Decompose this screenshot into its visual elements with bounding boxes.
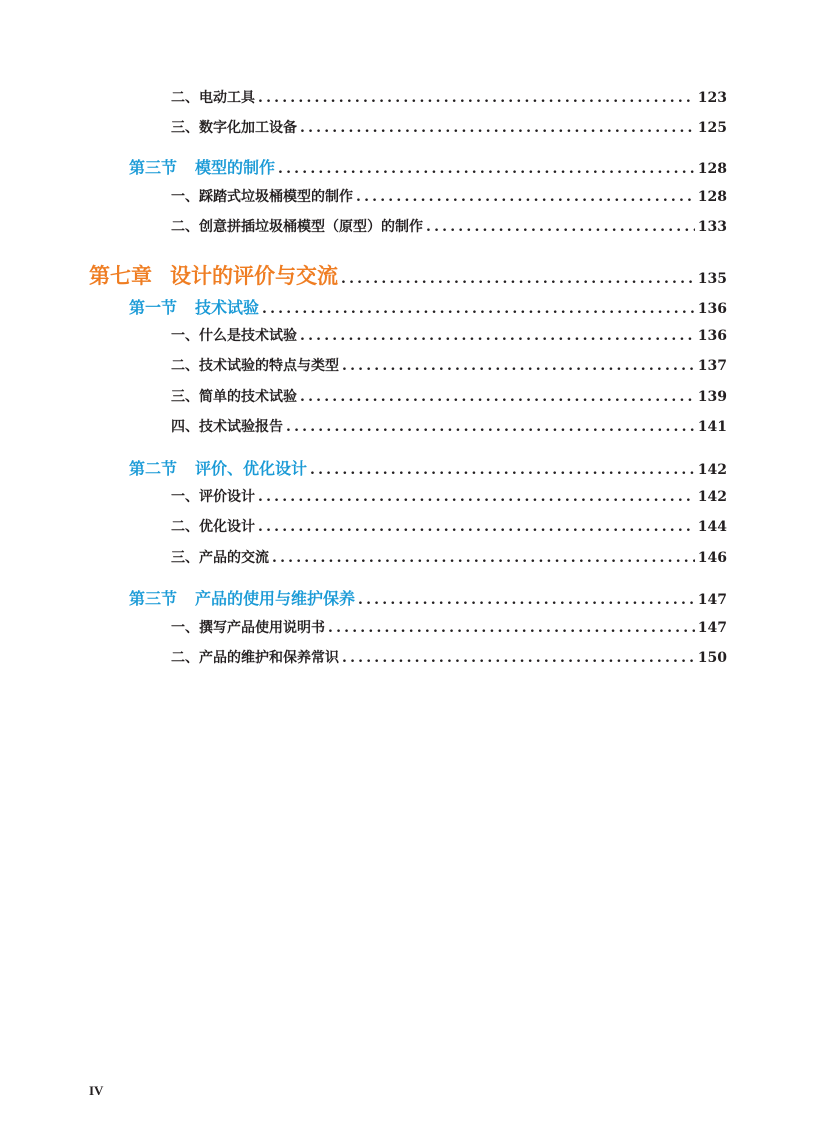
toc-page-number: 128: [697, 161, 727, 177]
toc-page-number: 146: [697, 550, 727, 566]
toc-item-label: 一、撰写产品使用说明书: [171, 620, 325, 636]
dot-leader: [286, 419, 695, 435]
toc-item[interactable]: [171, 647, 727, 667]
toc-section[interactable]: [129, 586, 727, 609]
toc-item-label: 四、技术试验报告: [171, 419, 283, 435]
toc-item-label: 三、数字化加工设备: [171, 120, 297, 136]
toc-page-number: 147: [697, 592, 727, 608]
toc-item[interactable]: [171, 617, 727, 637]
toc-page-number: 128: [697, 189, 727, 205]
dot-leader: [426, 219, 695, 235]
toc-item[interactable]: [171, 117, 727, 137]
dot-leader: [272, 550, 695, 566]
toc-item-label: 二、优化设计: [171, 519, 255, 535]
dot-leader: [310, 462, 695, 478]
toc-item[interactable]: [171, 516, 727, 536]
section-title: 模型的制作: [195, 158, 276, 177]
toc-page-number: 136: [697, 328, 727, 344]
toc-item-label: 一、评价设计: [171, 489, 255, 505]
toc-item[interactable]: [171, 87, 727, 107]
toc-page-number: 123: [697, 90, 727, 106]
toc-page-number: 142: [697, 489, 727, 505]
toc-page-number: 141: [697, 419, 727, 435]
toc-item[interactable]: [171, 486, 727, 506]
toc-page-number: 137: [697, 358, 727, 374]
section-number: 第二节: [129, 459, 178, 478]
dot-leader: [356, 189, 695, 205]
toc-item[interactable]: [171, 416, 727, 436]
dot-leader: [342, 358, 695, 374]
toc-item-label: 二、产品的维护和保养常识: [171, 650, 339, 666]
section-title: 产品的使用与维护保养: [195, 589, 356, 608]
dot-leader: [328, 620, 695, 636]
toc-item[interactable]: [171, 355, 727, 375]
toc-page-number: 150: [697, 650, 727, 666]
dot-leader: [258, 519, 695, 535]
toc-page-number: 133: [697, 219, 727, 235]
dot-leader: [342, 650, 695, 666]
dot-leader: [278, 161, 695, 177]
dot-leader: [300, 120, 695, 136]
toc-item-label: 三、产品的交流: [171, 550, 269, 566]
toc-section[interactable]: [129, 456, 727, 479]
toc-item[interactable]: [171, 216, 727, 236]
chapter-number: 第七章: [89, 263, 152, 288]
dot-leader: [300, 328, 695, 344]
toc-section[interactable]: [129, 155, 727, 178]
section-number: 第一节: [129, 298, 178, 317]
toc-item[interactable]: [171, 386, 727, 406]
toc-page-number: 125: [697, 120, 727, 136]
toc-item-label: 三、简单的技术试验: [171, 389, 297, 405]
toc-page-number: 135: [697, 271, 727, 287]
dot-leader: [358, 592, 695, 608]
page-folio: IV: [89, 1083, 104, 1098]
toc-item-label: 二、创意拼插垃圾桶模型（原型）的制作: [171, 219, 423, 235]
section-number: 第三节: [129, 589, 178, 608]
section-title: 技术试验: [195, 298, 260, 317]
dot-leader: [258, 489, 695, 505]
toc-item[interactable]: [171, 186, 727, 206]
toc-item[interactable]: [171, 325, 727, 345]
toc-page-number: 136: [697, 301, 727, 317]
toc-page-number: 144: [697, 519, 727, 535]
toc-page-number: 147: [697, 620, 727, 636]
section-title: 评价、优化设计: [195, 459, 308, 478]
dot-leader: [300, 389, 695, 405]
dot-leader: [341, 271, 695, 287]
toc-page-number: 139: [697, 389, 727, 405]
toc-item-label: 一、踩踏式垃圾桶模型的制作: [171, 189, 353, 205]
toc-item[interactable]: [171, 547, 727, 567]
section-number: 第三节: [129, 158, 178, 177]
toc-chapter[interactable]: [89, 260, 727, 290]
dot-leader: [262, 301, 695, 317]
toc-page-number: 142: [697, 462, 727, 478]
dot-leader: [258, 90, 695, 106]
toc-section[interactable]: [129, 295, 727, 318]
toc-item-label: 一、什么是技术试验: [171, 328, 297, 344]
chapter-title: 设计的评价与交流: [170, 263, 338, 288]
toc-item-label: 二、电动工具: [171, 90, 255, 106]
toc-item-label: 二、技术试验的特点与类型: [171, 358, 339, 374]
